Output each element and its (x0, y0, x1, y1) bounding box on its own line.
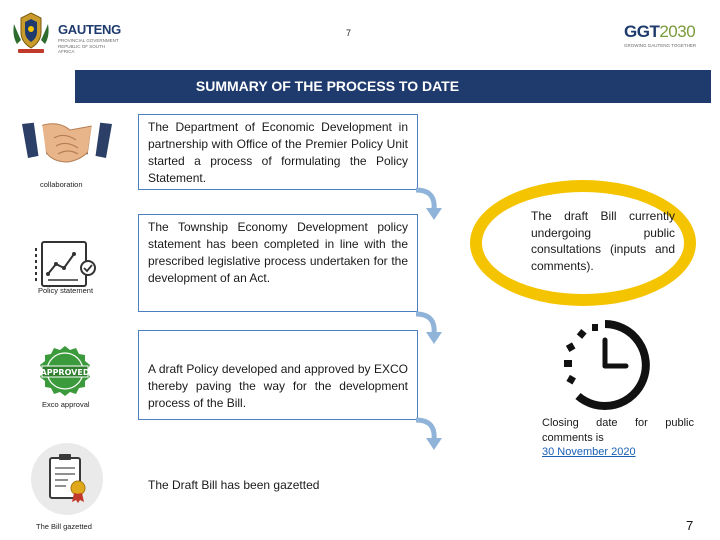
collaboration-caption: collaboration (40, 180, 83, 189)
collaboration-panel (18, 110, 116, 192)
curved-arrow-icon (414, 416, 444, 452)
approved-stamp-icon (36, 344, 94, 400)
curved-arrow-icon (414, 310, 444, 346)
closing-label: Closing date for public comments is (542, 417, 694, 444)
step-box-3-frame (138, 330, 418, 420)
coat-of-arms-icon (8, 10, 54, 56)
ggt-label: GGT (624, 22, 660, 41)
bill-gazetted-panel (18, 440, 116, 532)
policy-chart-icon (32, 238, 102, 288)
curved-arrow-icon (414, 186, 444, 222)
step-4-text: The Draft Bill has been gazetted (148, 478, 320, 492)
page-number-bottom: 7 (686, 518, 694, 533)
clock-icon (558, 318, 652, 412)
policy-statement-panel (18, 222, 116, 298)
exco-approval-panel (18, 340, 116, 414)
svg-text:APPROVED: APPROVED (40, 368, 90, 377)
exco-approval-caption: Exco approval (42, 400, 90, 409)
bill-gazetted-caption: The Bill gazetted (36, 522, 92, 531)
closing-date-note (542, 416, 694, 460)
gauteng-subtitle: PROVINCIAL GOVERNMENT REPUBLIC OF SOUTH AFRICA (58, 38, 119, 54)
page-number-top: 7 (346, 28, 352, 38)
handshake-icon (18, 110, 116, 180)
closing-date: 30 November 2020 (542, 446, 636, 458)
page-title: SUMMARY OF THE PROCESS TO DATE (195, 78, 460, 94)
status-text: The draft Bill currently undergoing public consultations (inputs and comments). (531, 209, 675, 273)
gauteng-name: GAUTENG (58, 22, 121, 37)
step-2-text: The Township Economy Development policy statement has been completed in line with the prescribed legislative process undertaken for the development of an Act. (148, 220, 408, 285)
step-box-1 (138, 114, 418, 190)
ggt-tagline: GROWING GAUTENG TOGETHER (624, 43, 697, 48)
gauteng-logo (8, 10, 123, 60)
step-box-2 (138, 214, 418, 312)
policy-statement-caption: Policy statement (38, 286, 94, 295)
step-1-text: The Department of Economic Development in partnership with Office of the Premier Policy Unit started a process of formulating the Policy Statement. (148, 120, 408, 185)
clipboard-award-icon (30, 442, 104, 516)
ggt2030-logo (624, 22, 696, 54)
step-3-text: A draft Policy developed and approved by EXCO thereby paving the way for the development process of the Bill. (148, 362, 408, 410)
ggt-year: 2030 (659, 22, 696, 41)
